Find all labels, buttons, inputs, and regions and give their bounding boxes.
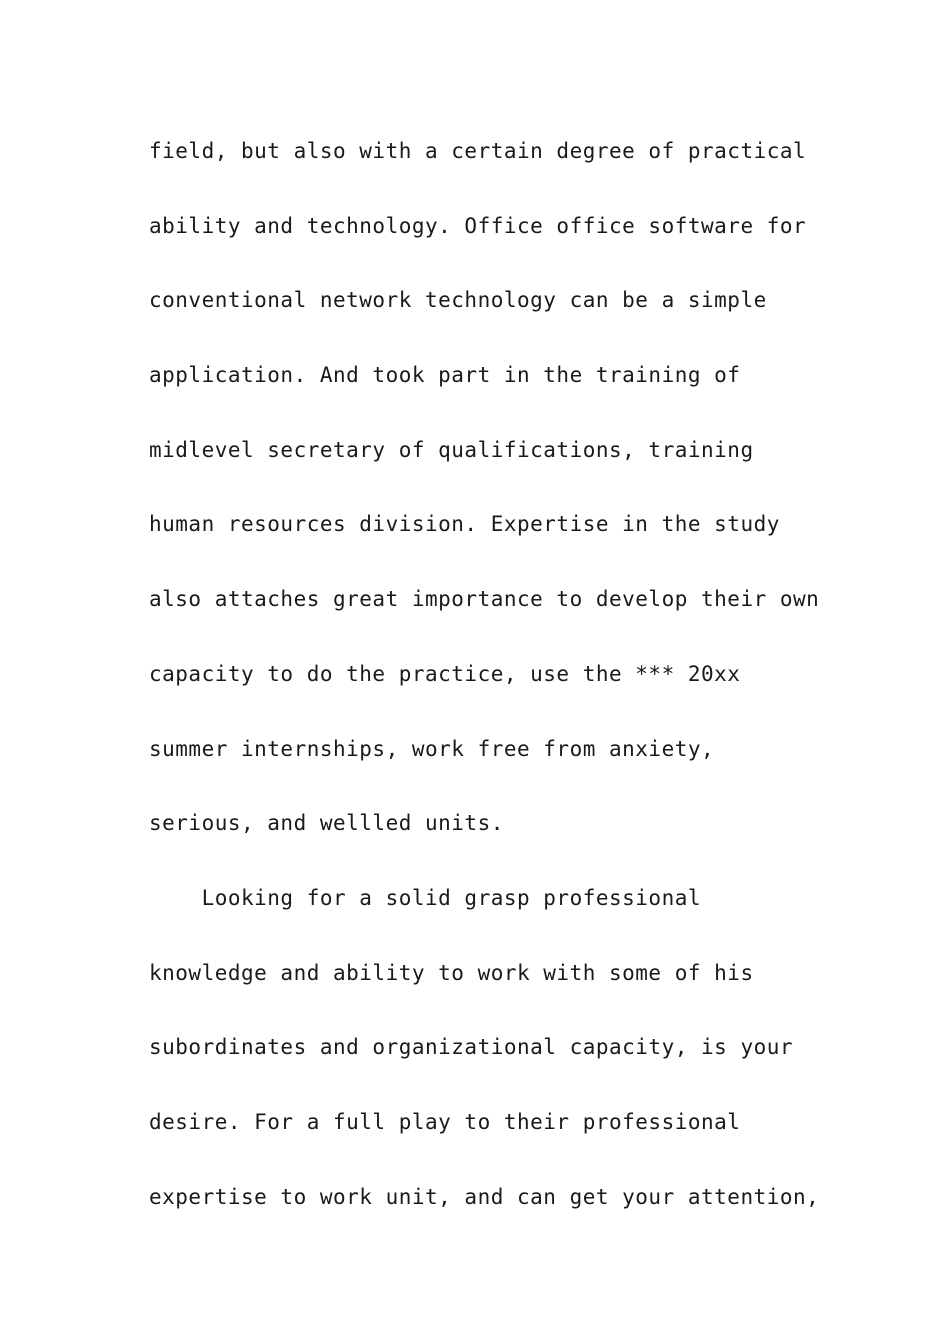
text-line: human resources division. Expertise in the study [149, 512, 780, 537]
text-line: desire. For a full play to their professional [149, 1109, 741, 1134]
text-line: subordinates and organizational capacity, is your [149, 1035, 794, 1060]
text-line: summer internships, work free from anxiety, [149, 736, 715, 761]
body-text [149, 114, 849, 1234]
text-line: conventional network technology can be a simple [149, 288, 767, 313]
text-line: also attaches great importance to develop their own [149, 587, 820, 612]
text-line: knowledge and ability to work with some of his [149, 960, 754, 985]
paragraph-start-line: Looking for a solid grasp professional [149, 885, 702, 910]
text-line: capacity to do the practice, use the *** 20xx [149, 661, 741, 686]
text-line: application. And took part in the training of [149, 363, 741, 388]
text-line: expertise to work unit, and can get your attention, [149, 1184, 820, 1209]
text-line: serious, and wellled units. [149, 811, 504, 836]
text-line: midlevel secretary of qualifications, training [149, 437, 754, 462]
text-line: ability and technology. Office office software for [149, 213, 807, 238]
text-line: field, but also with a certain degree of practical [149, 139, 807, 163]
